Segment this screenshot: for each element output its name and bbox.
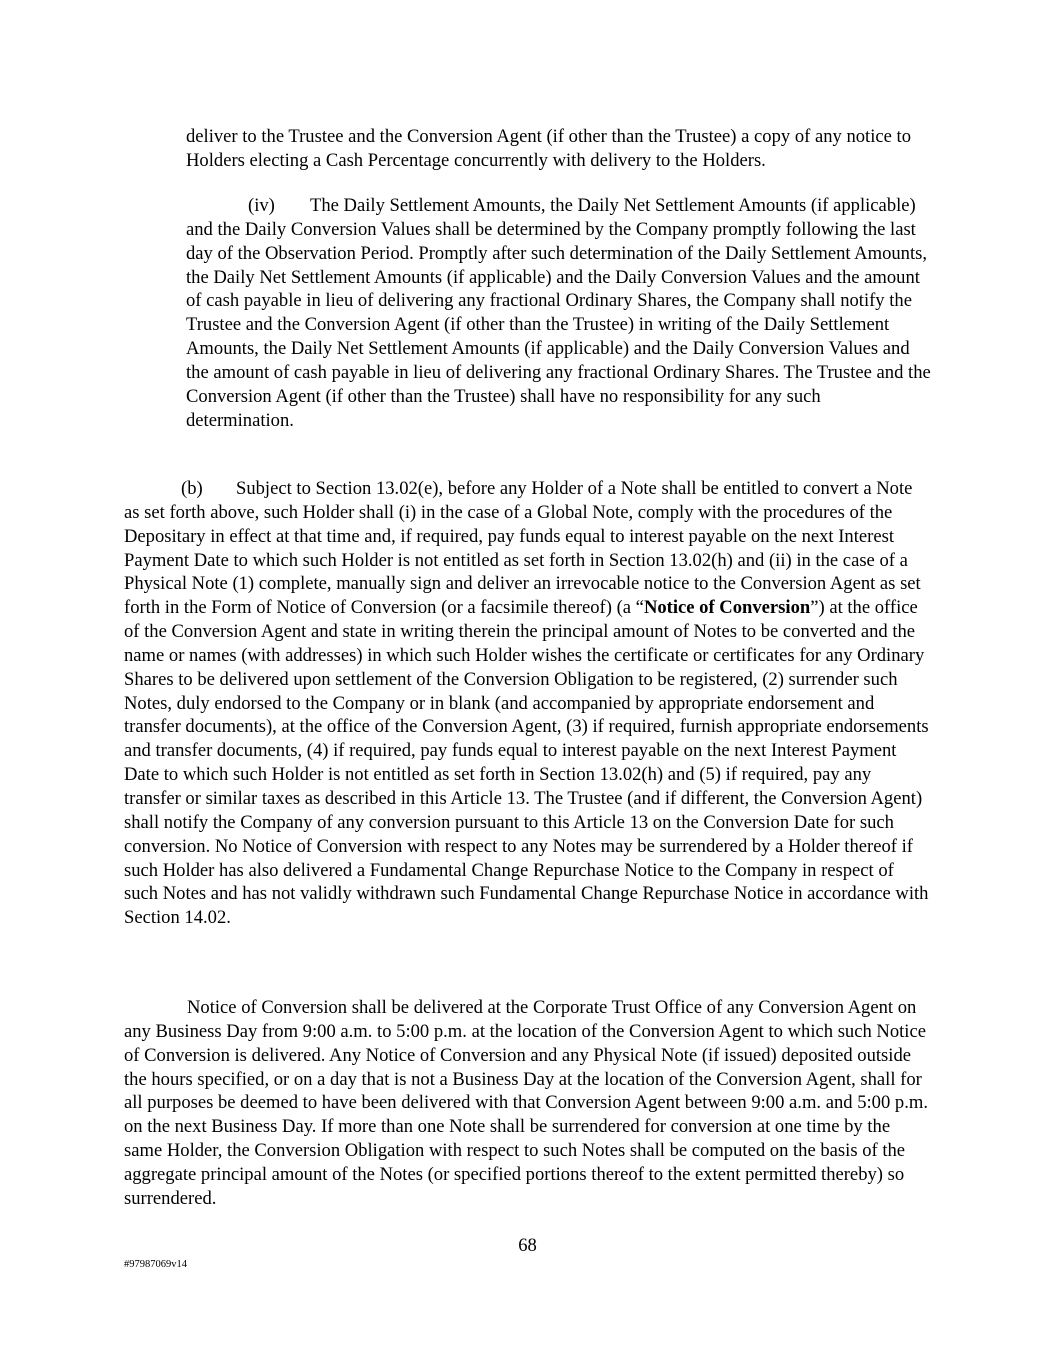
paragraph-b-text-part2: ”) at the office of the Conversion Agent and state in writing therein the principal amount of Notes to be converted and the name or names (with addresses) in which such Holder wishes the certificate or certificates for any Ordinary Shares to be delivered upon settlement of the Conversion Obligation to be registered, (2) surrender such Notes, duly endorsed to the Company or in blank (and accompanied by appropriate endorsement and transfer documents), at the office of the Conversion Agent, (3) if required, furnish appropriate endorsements and transfer documents, (4) if required, pay funds equal to interest payable on the next Interest Payment Date to which such Holder is not entitled as set forth in Section 13.02(h) and (5) if required, pay any transfer or similar taxes as described in this Article 13. The Trustee (and if different, the Conversion Agent) shall notify the Company of any conversion pursuant to this Article 13 on the Conversion Date for such conversion. No Notice of Conversion with respect to any Notes may be surrendered by a Holder thereof if such Holder has also delivered a Fundamental Change Repurchase Notice to the Company in respect of such Notes and has not validly withdrawn such Fundamental Change Repurchase Notice in accordance with Section 14.02. <box>124 597 929 929</box>
paragraph-notice-delivery: Notice of Conversion shall be delivered at the Corporate Trust Office of any Conversion Agent on any Business Day from 9:00 a.m. to 5:00 p.m. at the location of the Conversion Agent to which such Notice of Conversion is delivered. Any Notice of Conversion and any Physical Note (if issued) deposited outside the hours specified, or on a day that is not a Business Day at the location of the Conversion Agent, shall for all purposes be deemed to have been delivered with that Conversion Agent between 9:00 a.m. and 5:00 p.m. on the next Business Day. If more than one Note shall be surrendered for conversion at one time by the same Holder, the Conversion Obligation with respect to such Notes shall be computed on the basis of the aggregate principal amount of the Notes (or specified portions thereof to the extent permitted thereby) so surrendered. <box>124 997 928 1209</box>
paragraph-b <box>124 477 932 930</box>
paragraph-iv <box>186 194 932 432</box>
paragraph-intro-continuation: deliver to the Trustee and the Conversion Agent (if other than the Trustee) a copy of any notice to Holders electing a Cash Percentage concurrently with delivery to the Holders. <box>186 126 912 171</box>
document-id: #97987069v14 <box>124 1259 187 1270</box>
page-number: 68 <box>518 1235 537 1256</box>
paragraph-iv-text: The Daily Settlement Amounts, the Daily Net Settlement Amounts (if applicable) and the Daily Conversion Values shall be determined by the Company promptly following the last day of the Observation Period. Promptly after such determination of the Daily Settlement Amounts, the Daily Net Settlement Amounts (if applicable) and the Daily Conversion Values and the amount of cash payable in lieu of delivering any fractional Ordinary Shares, the Company shall notify the Trustee and the Conversion Agent (if other than the Trustee) in writing of the Daily Settlement Amounts, the Daily Net Settlement Amounts (if applicable) and the Daily Conversion Values and the amount of cash payable in lieu of delivering any fractional Ordinary Shares. The Trustee and the Conversion Agent (if other than the Trustee) shall have no responsibility for any such determination. <box>186 195 931 431</box>
paragraph-b-label: (b) <box>181 478 203 499</box>
paragraph-b-text-part1: Subject to Section 13.02(e), before any Holder of a Note shall be entitled to convert a Note as set forth above, such Holder shall (i) in the case of a Global Note, comply with the procedures of the Depositary in effect at that time and, if required, pay funds equal to interest payable on the next Interest Payment Date to which such Holder is not entitled as set forth in Section 13.02(h) and (ii) in the case of a Physical Note (1) complete, manually sign and deliver an irrevocable notice to the Conversion Agent as set forth in the Form of Notice of Conversion (or a facsimile thereof) (a “ <box>124 478 921 619</box>
paragraph-iv-label: (iv) <box>248 195 275 216</box>
notice-of-conversion-defined-term: Notice of Conversion <box>643 597 811 619</box>
